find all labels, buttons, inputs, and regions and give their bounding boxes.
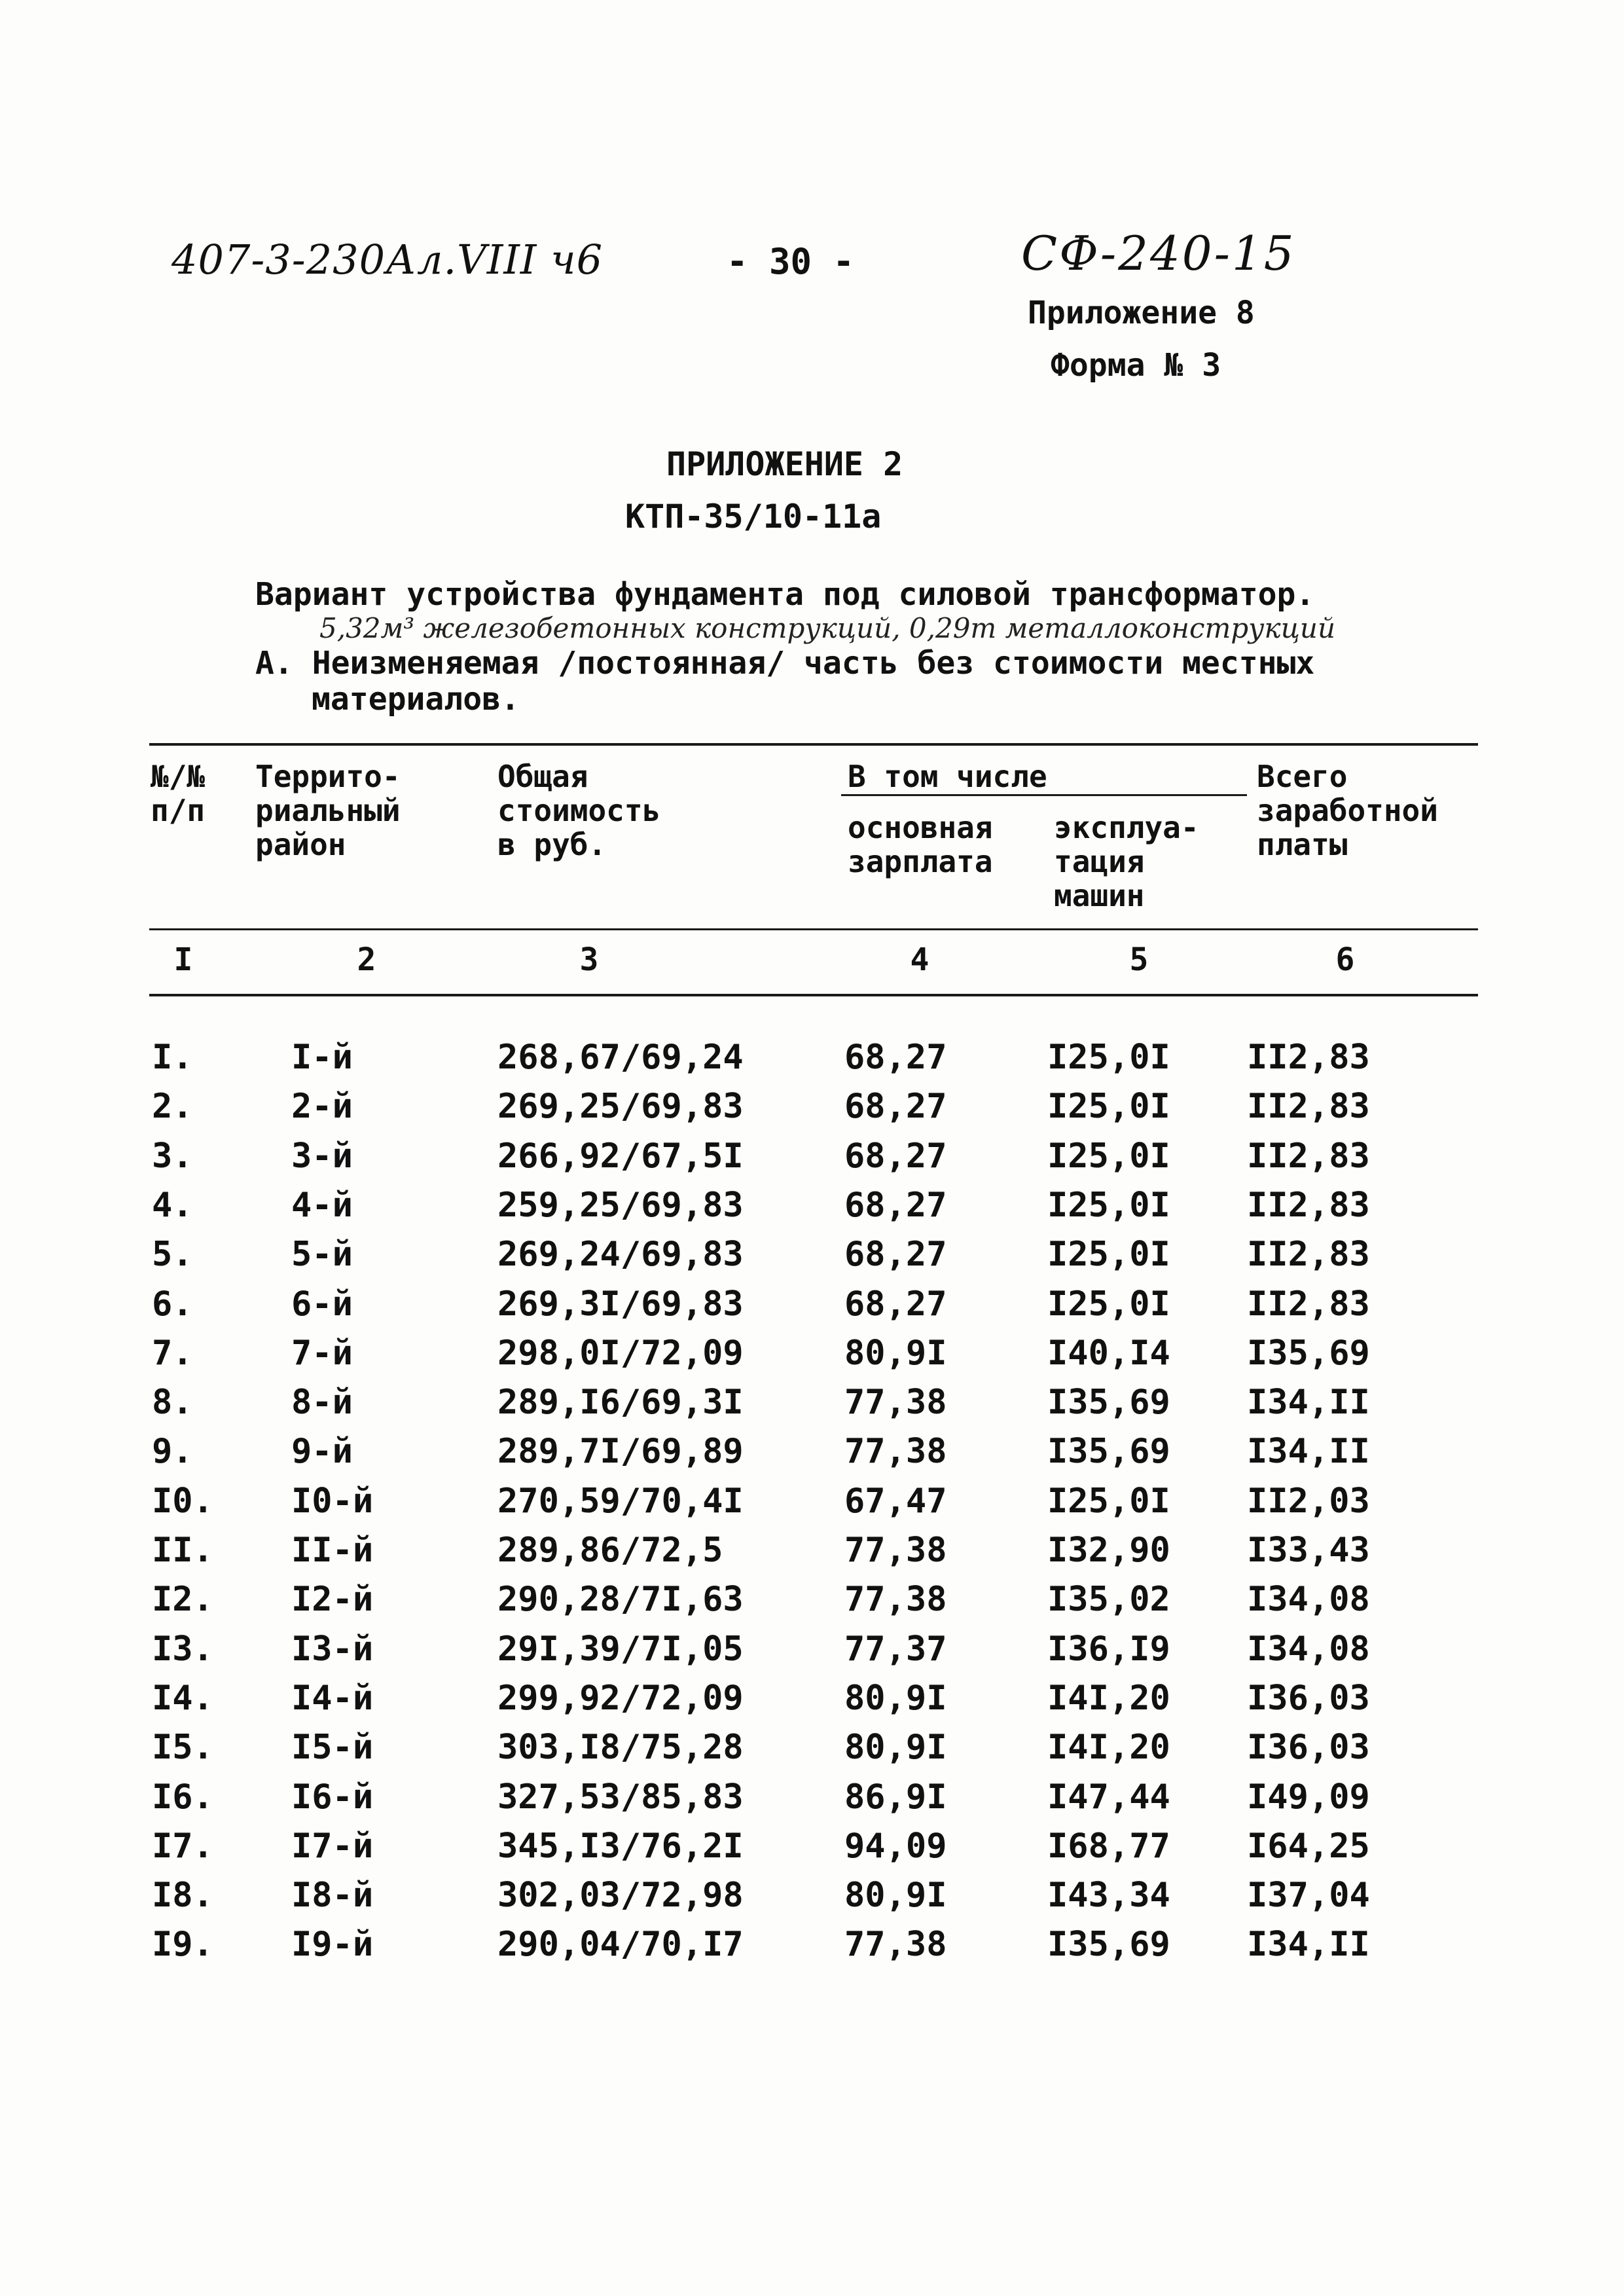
header-total-wages: Всего заработной платы	[1257, 759, 1438, 862]
col-number-1: I	[173, 941, 193, 978]
table-row	[0, 1925, 1624, 1974]
table-row	[0, 1679, 1624, 1728]
total-cost-cell: 327,53/85,83	[497, 1777, 744, 1817]
machine-ops-cell: I25,0I	[1047, 1481, 1170, 1521]
table-row	[0, 1531, 1624, 1580]
part-a-text-cont: материалов.	[312, 681, 520, 718]
machine-ops-cell: I68,77	[1047, 1826, 1170, 1866]
table-row	[0, 1087, 1624, 1136]
total-cost-cell: 29I,39/7I,05	[497, 1629, 744, 1669]
total-wages-cell: I34,II	[1247, 1432, 1370, 1472]
handwritten-note: 5,32м³ железобетонных конструкций, 0,29т металлоконструкций	[319, 612, 1336, 644]
row-number-cell: 2.	[152, 1087, 193, 1127]
appendix-code: КТП-35/10-11а	[625, 498, 882, 536]
col-number-2: 2	[357, 941, 376, 978]
table-row	[0, 1285, 1624, 1334]
row-number-cell: I4.	[152, 1678, 213, 1718]
row-number-cell: I0.	[152, 1481, 213, 1521]
machine-ops-cell: I47,44	[1047, 1777, 1170, 1817]
header-machine-ops: эксплуа- тация машин	[1054, 810, 1199, 913]
machine-ops-cell: I35,69	[1047, 1432, 1170, 1472]
machine-ops-cell: I25,0I	[1047, 1284, 1170, 1324]
total-wages-cell: II2,83	[1247, 1038, 1370, 1077]
total-cost-cell: 269,25/69,83	[497, 1087, 744, 1127]
machine-ops-cell: I43,34	[1047, 1876, 1170, 1916]
region-cell: 6-й	[291, 1284, 353, 1324]
header-bottom-rule	[149, 928, 1478, 930]
table-row	[0, 1728, 1624, 1777]
total-wages-cell: I49,09	[1247, 1777, 1370, 1817]
total-wages-cell: I34,08	[1247, 1580, 1370, 1620]
base-salary-cell: 77,38	[844, 1580, 947, 1620]
part-a-text: А. Неизменяемая /постоянная/ часть без стоимости местных	[255, 645, 1315, 682]
total-cost-cell: 290,04/70,I7	[497, 1925, 744, 1965]
row-number-cell: I5.	[152, 1728, 213, 1768]
region-cell: 8-й	[291, 1383, 353, 1423]
machine-ops-cell: I25,0I	[1047, 1235, 1170, 1275]
total-wages-cell: I64,25	[1247, 1826, 1370, 1866]
total-cost-cell: 266,92/67,5I	[497, 1136, 744, 1176]
row-number-cell: I7.	[152, 1826, 213, 1866]
region-cell: 5-й	[291, 1235, 353, 1275]
table-row	[0, 1876, 1624, 1925]
total-cost-cell: 302,03/72,98	[497, 1876, 744, 1916]
total-wages-cell: I34,08	[1247, 1629, 1370, 1669]
total-cost-cell: 269,24/69,83	[497, 1235, 744, 1275]
region-cell: I5-й	[291, 1728, 374, 1768]
base-salary-cell: 77,38	[844, 1432, 947, 1472]
region-cell: I9-й	[291, 1925, 374, 1965]
total-cost-cell: 289,I6/69,3I	[497, 1383, 744, 1423]
appendix-title: ПРИЛОЖЕНИЕ 2	[666, 445, 903, 483]
total-wages-cell: I36,03	[1247, 1678, 1370, 1718]
machine-ops-cell: I36,I9	[1047, 1629, 1170, 1669]
table-row	[0, 1137, 1624, 1186]
row-number-cell: 9.	[152, 1432, 193, 1472]
total-cost-cell: 269,3I/69,83	[497, 1284, 744, 1324]
base-salary-cell: 80,9I	[844, 1728, 947, 1768]
machine-ops-cell: I32,90	[1047, 1531, 1170, 1570]
row-number-cell: 5.	[152, 1235, 193, 1275]
total-cost-cell: 290,28/7I,63	[497, 1580, 744, 1620]
total-wages-cell: I37,04	[1247, 1876, 1370, 1916]
machine-ops-cell: I4I,20	[1047, 1678, 1170, 1718]
total-wages-cell: I34,II	[1247, 1383, 1370, 1423]
region-cell: I3-й	[291, 1629, 374, 1669]
machine-ops-cell: I35,02	[1047, 1580, 1170, 1620]
total-wages-cell: II2,83	[1247, 1136, 1370, 1176]
base-salary-cell: 77,38	[844, 1531, 947, 1570]
machine-ops-cell: I25,0I	[1047, 1038, 1170, 1077]
header-base-salary: основная зарплата	[848, 810, 993, 879]
row-number-cell: 4.	[152, 1185, 193, 1225]
base-salary-cell: 77,37	[844, 1629, 947, 1669]
incl-rule	[841, 794, 1247, 796]
row-number-cell: II.	[152, 1531, 213, 1570]
region-cell: 9-й	[291, 1432, 353, 1472]
region-cell: I4-й	[291, 1678, 374, 1718]
form-label: Форма № 3	[1051, 347, 1221, 384]
base-salary-cell: 68,27	[844, 1038, 947, 1077]
header-region: Террито- риальный район	[255, 759, 401, 862]
table-top-rule	[149, 743, 1478, 746]
table-row	[0, 1432, 1624, 1481]
total-wages-cell: I35,69	[1247, 1333, 1370, 1373]
machine-ops-cell: I25,0I	[1047, 1185, 1170, 1225]
region-cell: I6-й	[291, 1777, 374, 1817]
base-salary-cell: 68,27	[844, 1284, 947, 1324]
total-cost-cell: 289,86/72,5	[497, 1531, 723, 1570]
total-cost-cell: 299,92/72,09	[497, 1678, 744, 1718]
base-salary-cell: 86,9I	[844, 1777, 947, 1817]
base-salary-cell: 68,27	[844, 1136, 947, 1176]
doc-code: 407-3-230Ал.VIII ч6	[171, 236, 604, 283]
row-number-cell: I3.	[152, 1629, 213, 1669]
row-number-cell: 6.	[152, 1284, 193, 1324]
row-number-cell: I.	[152, 1038, 193, 1077]
total-wages-cell: I36,03	[1247, 1728, 1370, 1768]
base-salary-cell: 77,38	[844, 1383, 947, 1423]
colnum-bottom-rule	[149, 994, 1478, 996]
row-number-cell: 3.	[152, 1136, 193, 1176]
base-salary-cell: 94,09	[844, 1826, 947, 1866]
row-number-cell: I6.	[152, 1777, 213, 1817]
table-row	[0, 1186, 1624, 1235]
base-salary-cell: 68,27	[844, 1235, 947, 1275]
total-cost-cell: 268,67/69,24	[497, 1038, 744, 1077]
machine-ops-cell: I35,69	[1047, 1925, 1170, 1965]
col-number-5: 5	[1129, 941, 1149, 978]
row-number-cell: 7.	[152, 1333, 193, 1373]
region-cell: I2-й	[291, 1580, 374, 1620]
region-cell: I-й	[291, 1038, 353, 1077]
table-row	[0, 1827, 1624, 1876]
base-salary-cell: 80,9I	[844, 1678, 947, 1718]
header-incl: В том числе	[848, 759, 1047, 794]
region-cell: I8-й	[291, 1876, 374, 1916]
appendix-label: Приложение 8	[1028, 295, 1255, 331]
total-cost-cell: 303,I8/75,28	[497, 1728, 744, 1768]
header-total: Общая стоимость в руб.	[497, 759, 661, 862]
table-row	[0, 1777, 1624, 1827]
machine-ops-cell: I35,69	[1047, 1383, 1170, 1423]
base-salary-cell: 77,38	[844, 1925, 947, 1965]
col-number-6: 6	[1335, 941, 1355, 978]
row-number-cell: I9.	[152, 1925, 213, 1965]
total-wages-cell: II2,83	[1247, 1284, 1370, 1324]
table-row	[0, 1580, 1624, 1629]
base-salary-cell: 67,47	[844, 1481, 947, 1521]
table-row	[0, 1482, 1624, 1531]
region-cell: I7-й	[291, 1826, 374, 1866]
machine-ops-cell: I4I,20	[1047, 1728, 1170, 1768]
total-wages-cell: II2,83	[1247, 1087, 1370, 1127]
region-cell: 7-й	[291, 1333, 353, 1373]
region-cell: 3-й	[291, 1136, 353, 1176]
variant-text: Вариант устройства фундамента под силовой трансформатор.	[255, 576, 1315, 613]
base-salary-cell: 68,27	[844, 1087, 947, 1127]
row-number-cell: I2.	[152, 1580, 213, 1620]
region-cell: II-й	[291, 1531, 374, 1570]
sheet-code: СФ-240-15	[1021, 226, 1296, 281]
table-row	[0, 1334, 1624, 1383]
total-cost-cell: 259,25/69,83	[497, 1185, 744, 1225]
row-number-cell: 8.	[152, 1383, 193, 1423]
col-number-4: 4	[910, 941, 929, 978]
table-row	[0, 1630, 1624, 1679]
total-cost-cell: 345,I3/76,2I	[497, 1826, 744, 1866]
machine-ops-cell: I25,0I	[1047, 1136, 1170, 1176]
table-row	[0, 1038, 1624, 1087]
table-row	[0, 1383, 1624, 1432]
region-cell: I0-й	[291, 1481, 374, 1521]
total-cost-cell: 298,0I/72,09	[497, 1333, 744, 1373]
base-salary-cell: 68,27	[844, 1185, 947, 1225]
machine-ops-cell: I25,0I	[1047, 1087, 1170, 1127]
base-salary-cell: 80,9I	[844, 1333, 947, 1373]
row-number-cell: I8.	[152, 1876, 213, 1916]
total-cost-cell: 270,59/70,4I	[497, 1481, 744, 1521]
region-cell: 2-й	[291, 1087, 353, 1127]
total-wages-cell: II2,03	[1247, 1481, 1370, 1521]
table-row	[0, 1235, 1624, 1284]
header-no: №/№ п/п	[151, 759, 206, 828]
machine-ops-cell: I40,I4	[1047, 1333, 1170, 1373]
total-cost-cell: 289,7I/69,89	[497, 1432, 744, 1472]
page-number: - 30 -	[727, 241, 855, 282]
total-wages-cell: II2,83	[1247, 1185, 1370, 1225]
base-salary-cell: 80,9I	[844, 1876, 947, 1916]
col-number-3: 3	[579, 941, 599, 978]
total-wages-cell: I34,II	[1247, 1925, 1370, 1965]
total-wages-cell: I33,43	[1247, 1531, 1370, 1570]
region-cell: 4-й	[291, 1185, 353, 1225]
total-wages-cell: II2,83	[1247, 1235, 1370, 1275]
